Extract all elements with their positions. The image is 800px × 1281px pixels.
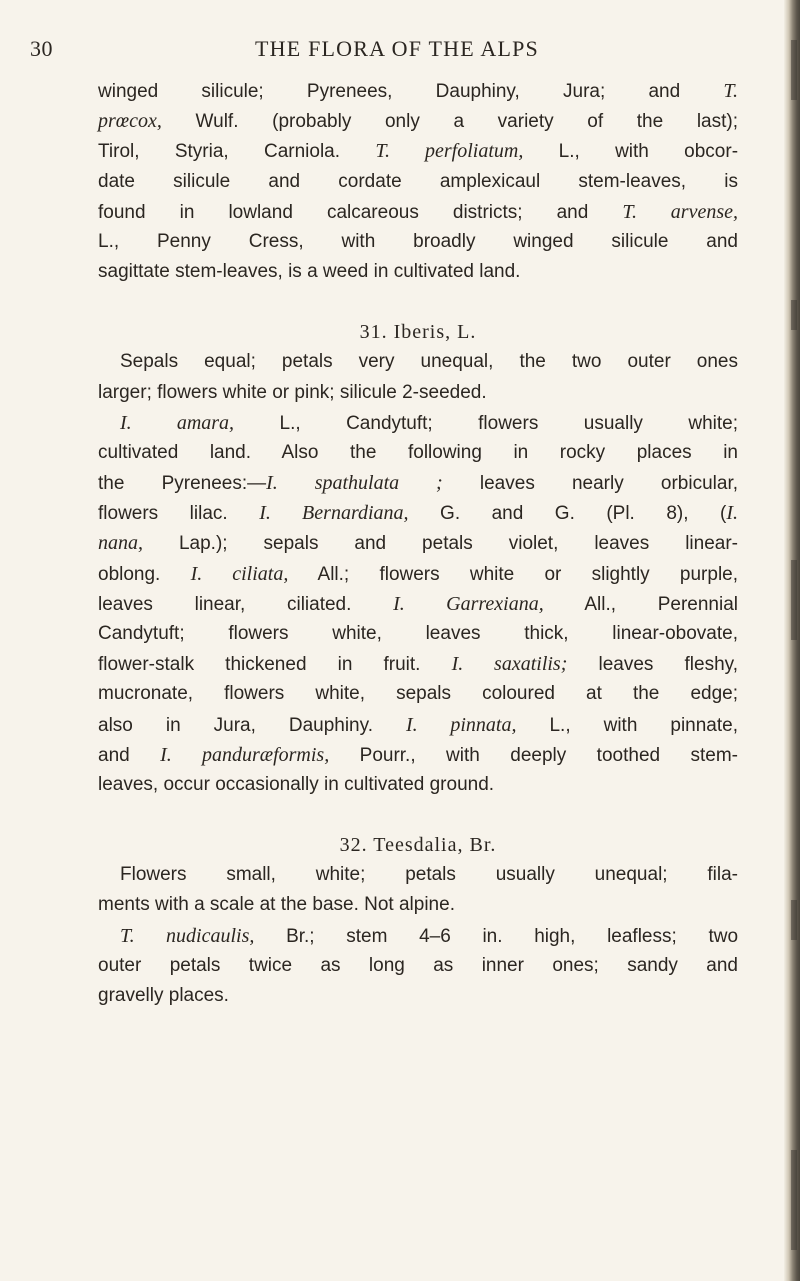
running-title: THE FLORA OF THE ALPS xyxy=(255,36,539,61)
text-line: T. nudicaulis, Br.; stem 4–6 in. high, leafless; two xyxy=(120,924,739,947)
text-line: flowers lilac. I. Bernardiana, G. and G. (Pl. 8), (I. xyxy=(98,502,738,525)
text-line: oblong. I. ciliata, All.; flowers white or slightly purple, xyxy=(98,562,739,585)
text-line: the Pyrenees:—I. spathulata ; leaves nearly orbicular, xyxy=(98,472,739,495)
text-line: Sepals equal; petals very unequal, the two outer ones xyxy=(120,351,738,373)
body-text xyxy=(98,76,738,1011)
text-line: L., Penny Cress, with broadly winged silicule and xyxy=(98,230,738,252)
page-header xyxy=(0,32,800,66)
text-line: found in lowland calcareous districts; and T. arvense, xyxy=(98,200,738,223)
text-line: Flowers small, white; petals usually unequal; fila- xyxy=(120,864,738,886)
text-line: Tirol, Styria, Carniola. T. perfoliatum, L., with obcor- xyxy=(98,140,739,163)
text-line: winged silicule; Pyrenees, Dauphiny, Jura; and T. xyxy=(98,80,738,102)
text-line: mucronate, flowers white, sepals coloured at the edge; xyxy=(98,683,738,705)
text-line: larger; flowers white or pink; silicule 2-seeded. xyxy=(98,381,487,403)
text-line: outer petals twice as long as inner ones; sandy and xyxy=(98,954,738,976)
section-heading-iberis: 31. Iberis, L. xyxy=(359,321,477,344)
page-number: 30 xyxy=(30,36,53,61)
text-line: sagittate stem-leaves, is a weed in cultivated land. xyxy=(98,261,521,283)
text-line: gravelly places. xyxy=(98,984,229,1006)
text-line: nana, Lap.); sepals and petals violet, leaves linear- xyxy=(98,532,739,555)
text-line: prœcox, Wulf. (probably only a variety of the last); xyxy=(98,110,739,133)
text-line: and I. panduræformis, Pourr., with deeply toothed stem- xyxy=(98,743,739,766)
text-line: leaves, occur occasionally in cultivated ground. xyxy=(98,773,495,795)
section-heading-teesdalia: 32. Teesdalia, Br. xyxy=(339,834,497,857)
text-line: Candytuft; flowers white, leaves thick, linear-obovate, xyxy=(98,623,738,644)
text-line: flower-stalk thickened in fruit. I. saxatilis; leaves fleshy, xyxy=(98,653,739,676)
text-line: cultivated land. Also the following in rocky places in xyxy=(98,441,738,463)
text-line: leaves linear, ciliated. I. Garrexiana, All., Perennial xyxy=(98,592,739,615)
text-line: ments with a scale at the base. Not alpine. xyxy=(98,894,455,916)
text-line: I. amara, L., Candytuft; flowers usually white; xyxy=(120,411,738,434)
text-line: also in Jura, Dauphiny. I. pinnata, L., with pinnate, xyxy=(98,713,738,736)
page-binding-edge xyxy=(784,0,800,1281)
text-line: date silicule and cordate amplexicaul stem-leaves, is xyxy=(98,170,738,192)
